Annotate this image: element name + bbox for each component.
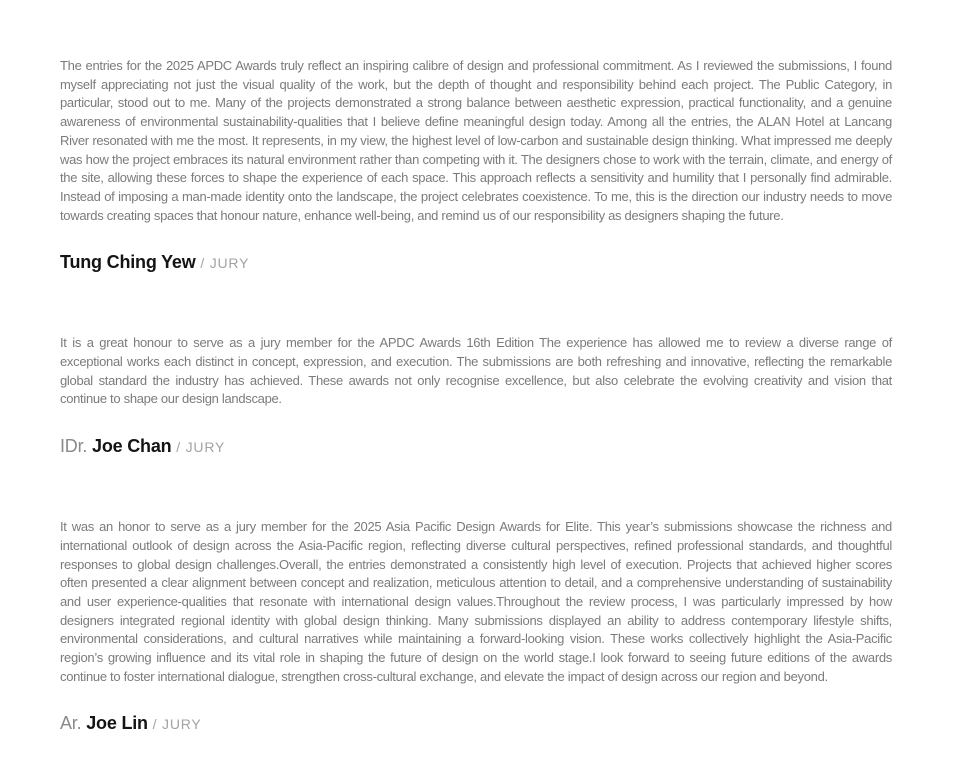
jury-statement: The entries for the 2025 APDC Awards truly reflect an inspiring calibre of design and professional commitment. As I reviewed the submissions, I found myself appreciating not just the visual quality of the work, but the depth of thought and responsibility behind each project. The Public Category, in particular, stood out to me. Many of the projects demonstrated a strong balance between aesthetic expression, practical functionality, and a genuine awareness of environmental sustainability-qualities that I believe define meaningful design today. Among all the entries, the ALAN Hotel at Lancang River resonated with me the most. It represents, in my view, the highest level of low-carbon and sustainable design thinking. What impressed me deeply was how the project embraces its natural environment rather than competing with it. The designers chose to work with the terrain, climate, and energy of the site, allowing these forces to shape the experience of each space. This approach reflects a sensitivity and humility that I personally find admirable. Instead of imposing a man-made identity onto the landscape, the project celebrates coexistence. To me, this is the direction our industry needs to move towards creating spaces that honour nature, enhance well-being, and remind us of our responsibility as designers shaping the future. (60, 58, 892, 223)
jury-name-prefix: IDr. (60, 436, 88, 457)
jury-role-label: / JURY (176, 439, 226, 456)
jury-byline (60, 252, 892, 274)
jury-testimonial (60, 334, 892, 458)
jury-name: Tung Ching Yew (60, 252, 196, 273)
jury-name: Joe Lin (86, 713, 148, 734)
jury-name-prefix: Ar. (60, 713, 82, 734)
jury-byline (60, 436, 892, 458)
jury-name: Joe Chan (92, 436, 172, 457)
jury-statement: It is a great honour to serve as a jury member for the APDC Awards 16th Edition The experience has allowed me to review a diverse range of exceptional works each distinct in concept, expression, and execution. The submissions are both refreshing and innovative, reflecting the remarkable global standard the industry has achieved. These awards not only recognise excellence, but also celebrate the evolving creativity and vision that continue to shape our design landscape. (60, 335, 892, 407)
jury-testimonial (60, 57, 892, 274)
jury-role-label: / JURY (200, 255, 250, 272)
jury-testimonial (60, 518, 892, 735)
jury-statement: It was an honor to serve as a jury member for the 2025 Asia Pacific Design Awards for Elite. This year’s submissions showcase the richness and international outlook of design across the Asia-Pacific region, reflecting diverse cultural perspectives, refined professional standards, and thoughtful responses to global design challenges.Overall, the entries demonstrated a consistently high level of execution. Projects that achieved higher scores often presented a clear alignment between concept and realization, meticulous attention to detail, and a comprehensive understanding of sustainability and user experience-qualities that resonate with international design values.Throughout the review process, I was particularly impressed by how designers integrated regional identity with global design thinking. Many submissions displayed an ability to address contemporary lifestyle shifts, environmental considerations, and cultural narratives while maintaining a forward-looking vision. These works collectively highlight the Asia-Pacific region’s growing influence and its vital role in shaping the future of design on the world stage.I look forward to seeing future editions of the awards continue to foster international dialogue, strengthen cross-cultural exchange, and elevate the impact of design across our region and beyond. (60, 519, 892, 684)
jury-byline (60, 713, 892, 735)
jury-role-label: / JURY (152, 716, 202, 733)
